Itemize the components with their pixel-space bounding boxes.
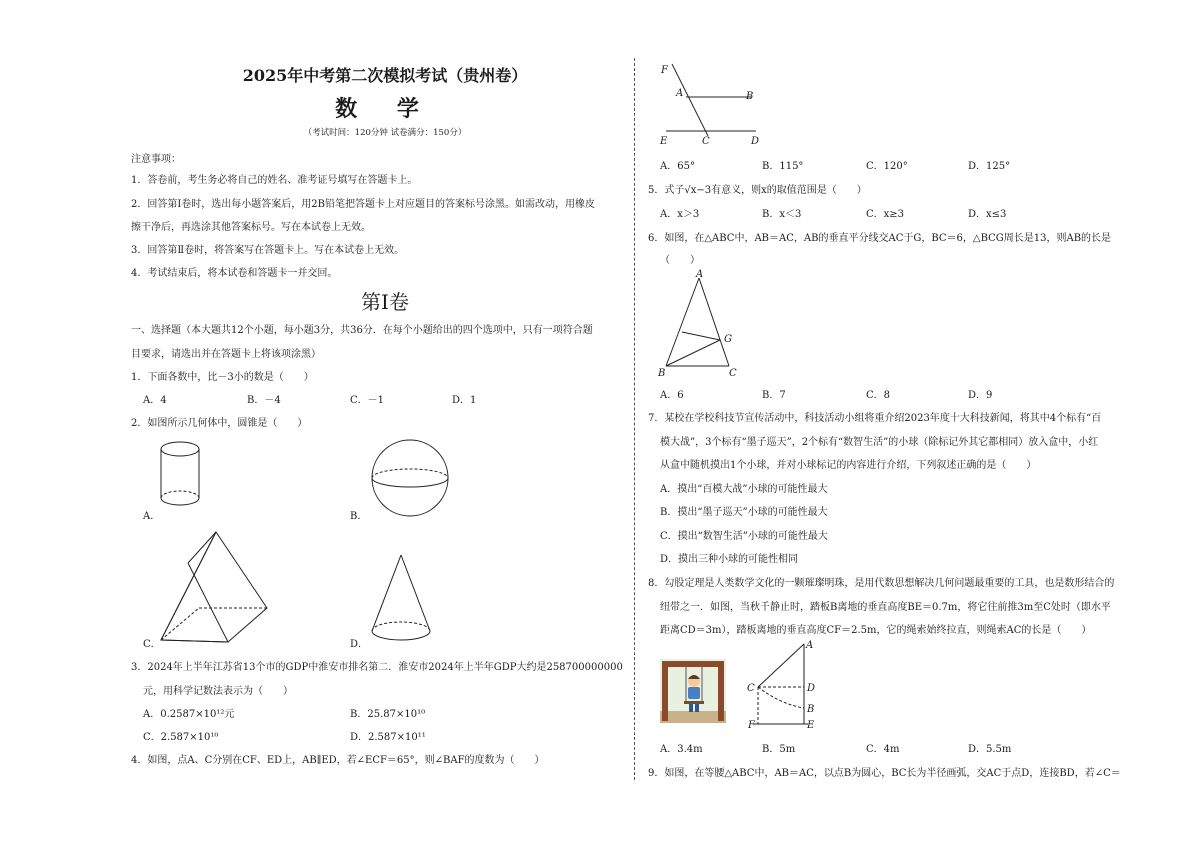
label-d: D — [751, 136, 760, 147]
subject-title: 数 学 — [335, 96, 435, 122]
note-item: 2．回答第Ⅰ卷时，选出每小题答案后，用2B铅笔把答题卡上对应题目的答案标号涂黑。如需改动，用橡皮 — [131, 199, 596, 210]
q8-option-c: C．4m — [866, 744, 900, 755]
q8-option-a: A．3.4m — [660, 744, 703, 755]
q7-option-c: C．摸出“数智生活”小球的可能性最大 — [660, 531, 828, 542]
label-a: A — [676, 88, 684, 99]
cylinder-figure — [156, 438, 206, 512]
q5-option-a: A．x＞3 — [660, 209, 700, 220]
swing-illustration — [658, 657, 728, 725]
q1-option-b: B．－4 — [247, 395, 281, 406]
swing-geometry-figure — [744, 638, 824, 730]
q8-stem: 8．勾股定理是人类数学文化的一颗璀璨明珠，是用代数思想解决几何问题最重要的工具，也是数形结合的 — [648, 578, 1115, 589]
q4-stem: 4．如图，点A、C分别在CF、ED上，AB∥ED，若∠ECF＝65°，则∠BAF的度数为（ ） — [131, 755, 545, 766]
q8-option-d: D．5.5m — [968, 744, 1012, 755]
q5-option-d: D．x≤3 — [968, 209, 1007, 220]
note-item: 擦干净后，再选涂其他答案标号。写在本试卷上无效。 — [131, 222, 371, 233]
label-b: B — [807, 704, 815, 715]
q6-option-a: A．6 — [660, 390, 684, 401]
q6-stem: 6．如图，在△ABC中，AB＝AC，AB的垂直平分线交AC于G，BC＝6，△BCG周长是13，则AB的长是 — [648, 233, 1112, 244]
parallel-lines-figure — [656, 60, 766, 148]
exam-info: （考试时间：120分钟 试卷满分：150分） — [303, 128, 467, 138]
sphere-figure — [366, 438, 454, 518]
q1-option-c: C．－1 — [350, 395, 385, 406]
label-g: G — [724, 334, 732, 345]
cone-figure — [370, 553, 432, 645]
label-e: E — [660, 136, 668, 147]
label-a: A — [806, 640, 814, 651]
q7-stem: 从盒中随机摸出1个小球，并对小球标记的内容进行介绍，下列叙述正确的是（ ） — [660, 460, 1037, 471]
q7-stem: 7．某校在学校科技节宣传活动中，科技活动小组将重介绍2023年度十大科技新闻，将其中4个标有“百 — [648, 413, 1102, 424]
q8-option-b: B．5m — [762, 744, 796, 755]
triangle-figure — [656, 270, 746, 380]
q2-option-a: A． — [143, 511, 161, 522]
q4-option-c: C．120° — [866, 161, 908, 172]
q3-option-c: C．2.587×10¹⁰ — [143, 732, 219, 743]
q2-option-d: D． — [350, 639, 369, 650]
q6-stem: （ ） — [660, 255, 700, 266]
label-b: B — [746, 91, 754, 102]
column-divider — [634, 58, 635, 780]
q3-stem: 3．2024年上半年江苏省13个市的GDP中淮安市排名第二．淮安市2024年上半年GDP大约是258700000000 — [131, 662, 623, 673]
q3-stem: 元，用科学记数法表示为（ ） — [143, 686, 293, 697]
notes-heading: 注意事项： — [131, 154, 181, 165]
q5-option-b: B．x＜3 — [762, 209, 802, 220]
q6-option-d: D．9 — [968, 390, 993, 401]
q7-option-d: D．摸出三种小球的可能性相同 — [660, 554, 799, 565]
q5-stem: 5．式子√x−3有意义，则x的取值范围是（ ） — [648, 185, 867, 196]
q7-option-b: B．摸出“墨子巡天”小球的可能性最大 — [660, 507, 828, 518]
section-intro: 一、选择题（本大题共12个小题，每小题3分，共36分．在每个小题给出的四个选项中，只有一项符合题 — [131, 325, 593, 336]
label-d: D — [807, 683, 816, 694]
q8-stem: 纽带之一．如图，当秋千静止时，踏板B离地的垂直高度BE＝0.7m，将它往前推3m至C处时（即水平 — [660, 602, 1111, 613]
q1-option-d: D．1 — [452, 395, 477, 406]
note-item: 1．答卷前，考生务必将自己的姓名、准考证号填写在答题卡上。 — [131, 175, 418, 186]
q4-option-a: A．65° — [660, 161, 695, 172]
q3-option-d: D．2.587×10¹¹ — [350, 732, 426, 743]
q7-option-a: A．摸出“百模大战”小球的可能性最大 — [660, 484, 828, 495]
q6-option-b: B．7 — [762, 390, 786, 401]
prism-figure — [159, 530, 271, 644]
note-item: 4．考试结束后，将本试卷和答题卡一并交回。 — [131, 268, 338, 279]
label-c: C — [702, 136, 710, 147]
q1-option-a: A．4 — [143, 395, 167, 406]
label-b: B — [658, 368, 666, 379]
q3-option-b: B．25.87×10¹⁰ — [350, 709, 426, 720]
q9-stem: 9．如图，在等腰△ABC中，AB＝AC，以点B为圆心，BC长为半径画弧，交AC于点D，连接BD，若∠C＝ — [648, 768, 1121, 779]
q5-option-c: C．x≥3 — [866, 209, 905, 220]
section-intro: 目要求，请选出并在答题卡上将该项涂黑） — [131, 349, 321, 360]
q8-stem: 距离CD＝3m），踏板离地的垂直高度CF＝2.5m，它的绳索始终拉直，则绳索AC的长是（ ） — [660, 625, 1092, 636]
q6-option-c: C．8 — [866, 390, 891, 401]
q4-option-d: D．125° — [968, 161, 1011, 172]
q7-stem: 模大战”，3个标有“墨子巡天”，2个标有“数智生活”的小球（除标记外其它都相同）放入盒中，小红 — [660, 437, 1099, 448]
note-item: 3．回答第Ⅱ卷时，将答案写在答题卡上。写在本试卷上无效。 — [131, 245, 405, 256]
label-a: A — [696, 269, 704, 280]
q1-stem: 1．下面各数中，比－3小的数是（ ） — [131, 372, 314, 383]
q4-option-b: B．115° — [762, 161, 804, 172]
label-e: E — [807, 720, 815, 731]
q3-option-a: A．0.2587×10¹²元 — [143, 709, 235, 720]
label-f: F — [748, 720, 755, 731]
label-c: C — [729, 368, 737, 379]
exam-title: 2025年中考第二次模拟考试（贵州卷） — [242, 66, 528, 85]
label-f: F — [661, 65, 668, 76]
q2-stem: 2．如图所示几何体中，圆锥是（ ） — [131, 418, 308, 429]
q2-option-b: B． — [350, 511, 368, 522]
section-title: 第Ⅰ卷 — [361, 290, 409, 314]
label-c: C — [747, 683, 755, 694]
q2-option-c: C． — [143, 639, 161, 650]
